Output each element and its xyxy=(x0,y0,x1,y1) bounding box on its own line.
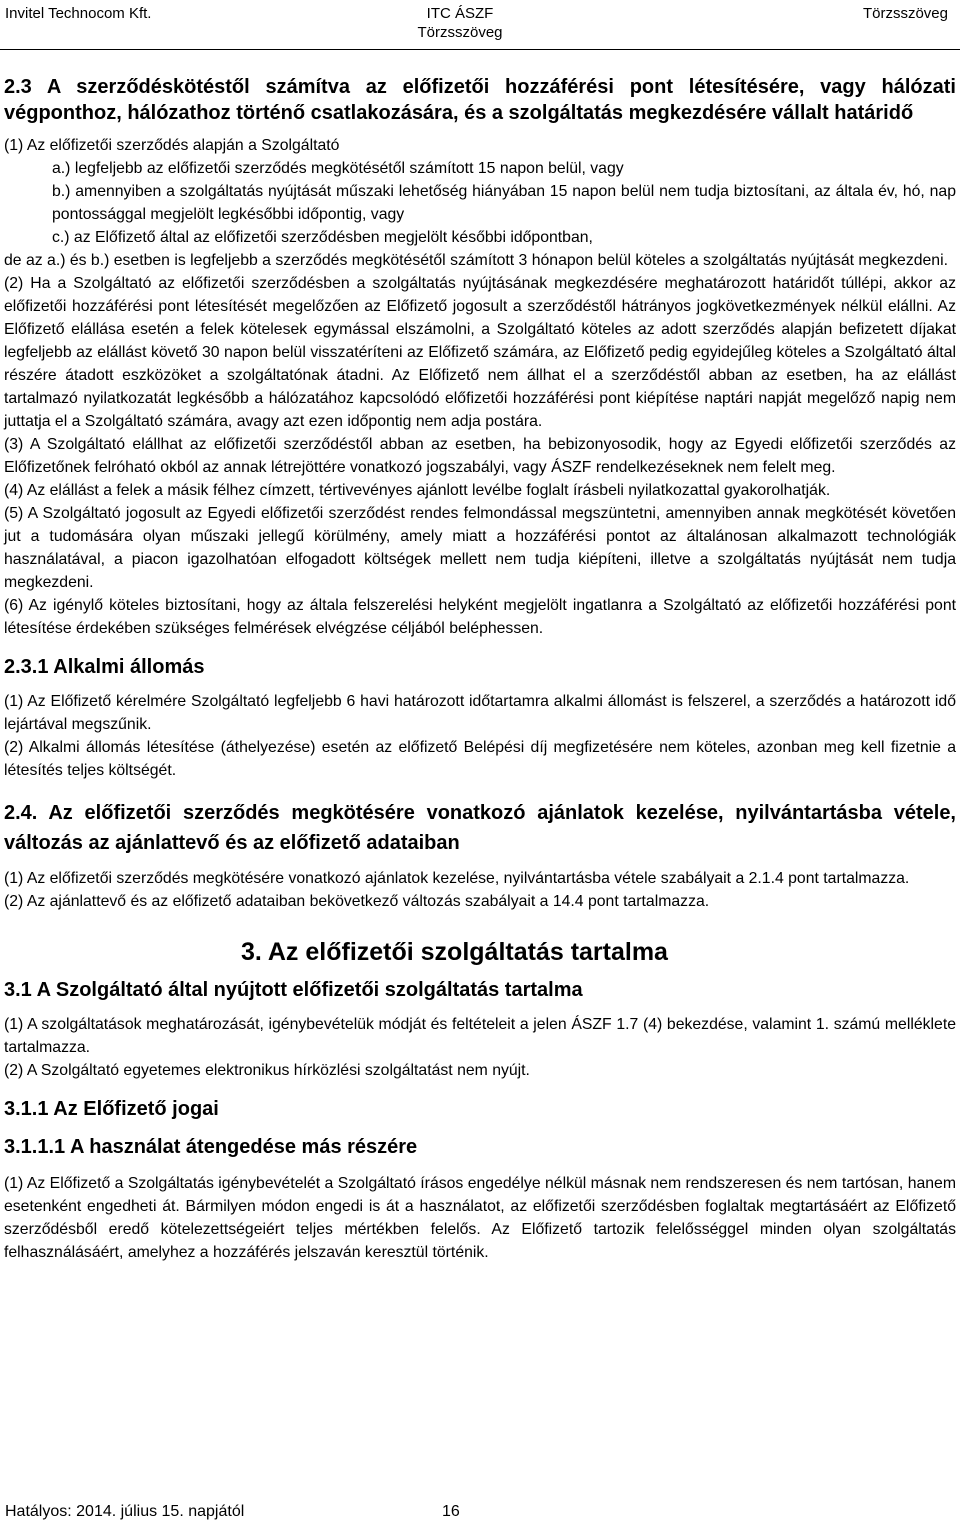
header-doc-subtitle: Törzsszöveg xyxy=(417,24,503,41)
section-2-3-paragraph-6: (6) Az igénylő köteles biztosítani, hogy az általa felszerelési helyként megjelölt ingatlanra a Szolgáltató az előfizetői hozzáférési pont létesítése érdekében szükséges felmérések elvégzése céljából beléphessen. xyxy=(4,597,956,637)
section-3-1-1-title: 3.1.1 Az Előfizető jogai xyxy=(4,1098,219,1120)
section-2-3-item-b: b.) amennyiben a szolgáltatás nyújtását műszaki lehetőség hiányában 15 napon belül nem tudja biztosítani, az általa év, hó, nap pontossággal megjelölt legkésőbbi időpontig, vagy xyxy=(52,183,956,223)
section-2-3-1-title: 2.3.1 Alkalmi állomás xyxy=(4,656,205,678)
header-company: Invitel Technocom Kft. xyxy=(5,5,152,22)
section-3-1-paragraph-2: (2) A Szolgáltató egyetemes elektronikus hírközlési szolgáltatást nem nyújt. xyxy=(4,1062,530,1079)
section-2-3-title: 2.3 A szerződéskötéstől számítva az előfizetői hozzáférési pont létesítésére, vagy hálózati végponthoz, hálózathoz történő csatlakozására, és a szolgáltatás megkezdésére vállalt határidő xyxy=(4,76,956,124)
header-doc-name: ITC ÁSZF xyxy=(426,5,494,22)
section-3-1-title: 3.1 A Szolgáltató által nyújtott előfizetői szolgáltatás tartalma xyxy=(4,979,583,1001)
section-2-4-paragraph-2: (2) Az ajánlattevő és az előfizető adataiban bekövetkező változás szabályait a 14.4 pont tartalmazza. xyxy=(4,893,710,910)
section-2-3-paragraph-3: (3) A Szolgáltató elállhat az előfizetői szerződéstől abban az esetben, ha bebizonyosodik, hogy az Egyedi előfizetői szerződés az Előfizetőnek felróható okból az annak létrejöttére vonatkozó jogszabályi, vagy ÁSZF rendelkezéseknek nem felelt meg. xyxy=(4,436,956,476)
section-2-3-paragraph-5: (5) A Szolgáltató jogosult az Egyedi előfizetői szerződést rendes felmondással megszüntetni, amennyiben annak megkötését követően jut a tudomására olyan műszaki jellegű körülmény, amely miatt a hozzáférési pontot az általánosan alkalmazott technológiák használatával, a piacon igazolhatóan elfogadott költségek mellett nem tudja kiépíteni, illetve a szolgáltatás nyújtását nem tudja megkezdeni. xyxy=(4,505,956,591)
section-2-3-paragraph-1-closing: de az a.) és b.) esetben is legfeljebb a szerződés megkötésétől számított 3 hónapon belül köteles a szolgáltatás nyújtását megkezdeni. xyxy=(4,252,948,269)
page-number: 16 xyxy=(442,1503,460,1520)
section-2-4-paragraph-1: (1) Az előfizetői szerződés megkötésére vonatkozó ajánlatok kezelése, nyilvántartásba vétele szabályait a 2.1.4 pont tartalmazza. xyxy=(4,870,910,887)
footer-effective-date: Hatályos: 2014. július 15. napjától xyxy=(5,1503,245,1520)
section-2-3-item-a: a.) legfeljebb az előfizetői szerződés megkötésétől számított 15 napon belül, vagy xyxy=(52,160,624,177)
page-footer xyxy=(5,1502,460,1522)
section-2-3-item-c: c.) az Előfizető által az előfizetői szerződésben megjelölt későbbi időpontban, xyxy=(52,229,593,246)
section-2-3-paragraph-2: (2) Ha a Szolgáltató az előfizetői szerződésben a szolgáltatás nyújtásának megkezdésére meghatározott határidőt túllépi, akkor az előfizetői hozzáférési pont létesítését megelőzően az Előfizető jogosult a szerződéstől hátrányos jogkövetkezmények nélkül elállni. Az Előfizető elállása esetén a felek kötelesek egymással elszámolni, a Szolgáltató köteles az adott szerződés alapján befizetett díjakat legfeljebb az elállást követő 30 napon belül visszatéríteni az Előfizető számára, az Előfizető pedig egyidejűleg köteles a Szolgáltató által részére átadott eszközöket a szolgáltatónak átadni. Az Előfizető nem állhat el a szerződéstől abban az esetben, ha az elállást tartalmazó nyilatkozatát legkésőbb a hálózatához kapcsolódó előfizetői hozzáférési pont kiépítése naptári napját megelőző napig nem juttatja el a Szolgáltató számára, avagy azt ezen időpontig nem adja postára. xyxy=(4,275,956,430)
section-2-3-paragraph-4: (4) Az elállást a felek a másik félhez címzett, tértivevényes ajánlott levélbe foglalt írásbeli nyilatkozattal gyakorolhatják. xyxy=(4,482,831,499)
section-2-4-title: 2.4. Az előfizetői szerződés megkötésére vonatkozó ajánlatok kezelése, nyilvántartásba vétele, változás az ajánlattevő és az előfizető adataiban xyxy=(4,802,956,854)
section-3-1-paragraph-1: (1) A szolgáltatások meghatározását, igénybevételük módját és feltételeit a jelen ÁSZF 1.7 (4) bekezdése, valamint 1. számú melléklete tartalmazza. xyxy=(4,1016,956,1056)
section-2-3-1-paragraph-1: (1) Az Előfizető kérelmére Szolgáltató legfeljebb 6 havi határozott időtartamra alkalmi állomást is felszerel, a szerződés a határozott idő lejártával megszűnik. xyxy=(4,693,956,733)
section-2-3-1-paragraph-2: (2) Alkalmi állomás létesítése (áthelyezése) esetén az előfizető Belépési díj megfizetésére nem köteles, azonban meg kell fizetnie a létesítés teljes költségét. xyxy=(4,739,956,779)
section-3-1-1-1-title: 3.1.1.1 A használat átengedése más részére xyxy=(4,1136,418,1158)
header-section-label: Törzsszöveg xyxy=(862,5,948,22)
header-divider xyxy=(0,49,960,50)
section-2-3-paragraph-1: (1) Az előfizetői szerződés alapján a Szolgáltató xyxy=(4,137,340,154)
section-3-1-1-1-paragraph-1: (1) Az Előfizető a Szolgáltatás igénybevételét a Szolgáltató írásos engedélye nélkül másnak nem rendszeresen és nem tartósan, hanem esetenként engedheti át. Bármilyen módon engedi is át a használatot, az előfizetői szerződésben foglaltak megtartásáért az Előfizető szerződésből eredő kötelezettségeiért teljes mértékben felelős. Az Előfizető tartozik felelősséggel minden olyan szolgáltatás felhasználásáért, amelyhez a hozzáférés jelszaván keresztül történik. xyxy=(4,1175,956,1261)
chapter-3-title: 3. Az előfizetői szolgáltatás tartalma xyxy=(241,938,668,966)
header-document-title xyxy=(410,4,510,42)
page-content xyxy=(4,74,956,1264)
